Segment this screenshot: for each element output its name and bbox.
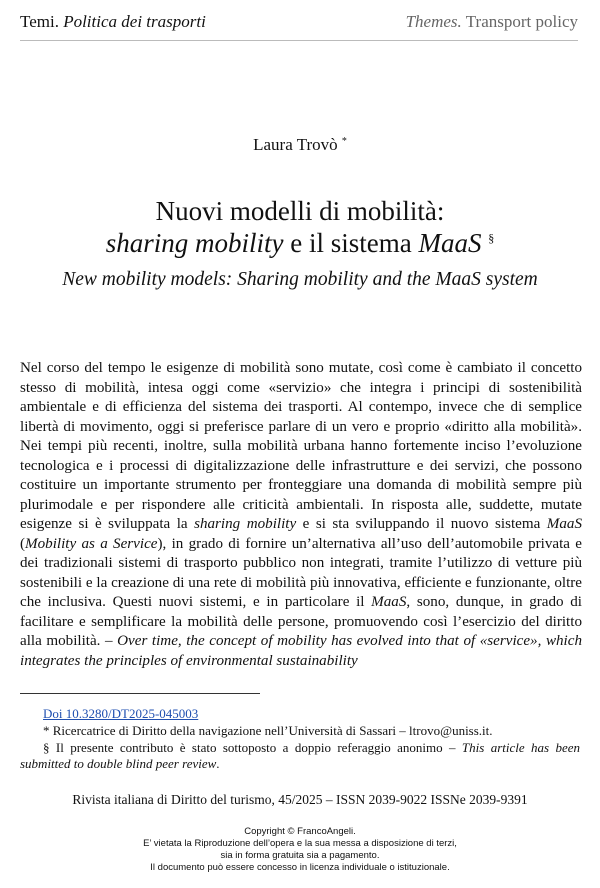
header-right-title: Transport policy [465,12,578,31]
abstract-english: Over time, the concept of mobility has evolved into that of «service», which integrates the principles of environmental sustainability [20,633,582,669]
author-name: Laura Trovò [253,135,338,154]
title-line-2 [0,228,600,259]
footnote-2-english: This article has been submitted to double blind peer review [20,740,581,771]
footnote-separator [20,693,260,694]
author-footnote-mark: * [341,136,347,147]
copyright-line-4: Il documento può essere concesso in licenza individuale o istituzionale. [150,862,450,873]
abstract [20,359,582,675]
title-connector: e il sistema [283,228,419,258]
header-right [406,12,578,32]
header-left-label: Temi. [20,12,59,31]
footnote-2 [20,740,580,772]
abstract-text-4: ), in grado di fornire un’alternativa all’uso dell’automobile privata e dei tradizionali sistemi di trasporto pubblico non integrati, tramite l’utilizzo di vetture più sostenibili e la creazione di una rete di mobilità più innovativa, efficiente e funzionante, oltre che inclusiva. Questi nuovi sistemi, e in particolare il [20,535,582,610]
abstract-text-5: , sono, dunque, in grado di facilitare e semplificare la mobilità delle persone, promuovendo così l’esercizio del diritto alla mobilità. – [20,594,582,649]
title-footnote-mark: § [488,231,495,245]
doi-link[interactable]: Doi 10.3280/DT2025-045003 [43,706,199,721]
copyright-line-2: E’ vietata la Riproduzione dell’opera e la sua messa a disposizione di terzi, [143,838,457,849]
footnote-2-end: . [216,756,220,771]
copyright-line-1: Copyright © FrancoAngeli. [244,826,356,837]
footnote-2-text: § Il presente contributo è stato sottoposto a doppio referaggio anonimo – [43,740,462,755]
header-right-label: Themes. [405,12,462,31]
copyright-line-3: sia in forma gratuita sia a pagamento. [220,850,380,861]
header-left [20,12,206,32]
abstract-text-3: ( [20,535,26,552]
abstract-text-1: Nel corso del tempo le esigenze di mobilità sono mutate, così come è cambiato il concetto stesso di mobilità, intesa oggi come «servizio» che integra i principi di sostenibilità ambientale e di efficienza del sistema dei trasporti. Al contempo, invece che di semplice libertà di movimento, oggi si preferisce parlare di un vero e proprio «diritto alla mobilità». Nei tempi più recenti, inoltre, sulla mobilità urbana hanno fortemente inciso l’evoluzione tecnologica e i processi di digitalizzazione delle infrastrutture e dei servizi, che possono costituire un importante strumento per fronteggiare una domanda di mobilità sempre più plurimodale e per rispondere alle criticità ambientali. In risposta alle, suddette, mutate esigenze si è sviluppata la [20,360,582,532]
abstract-term-maas: MaaS [546,516,582,532]
copyright-notice [0,826,600,874]
running-header [20,12,578,36]
header-divider [20,40,578,41]
footnote-1: * Ricercatrice di Diritto della navigazione nell’Università di Sassari – ltrovo@uniss.it. [43,723,493,738]
title-sharing-mobility: sharing mobility [105,228,284,258]
journal-line: Rivista italiana di Diritto del turismo, 45/2025 – ISSN 2039-9022 ISSNe 2039-9391 [72,792,528,807]
abstract-term-maas-2: MaaS [371,594,407,610]
title-line-1: Nuovi modelli di mobilità: [155,196,445,226]
abstract-text-2: e si sta sviluppando il nuovo sistema [296,516,547,532]
abstract-term-sharing: sharing mobility [194,516,297,532]
abstract-term-maas-full: Mobility as a Service [25,535,158,552]
author-line [0,135,600,155]
header-left-title: Politica dei trasporti [63,12,206,31]
title-english: New mobility models: Sharing mobility and the MaaS system [62,269,538,290]
title-maas: MaaS [418,228,482,258]
